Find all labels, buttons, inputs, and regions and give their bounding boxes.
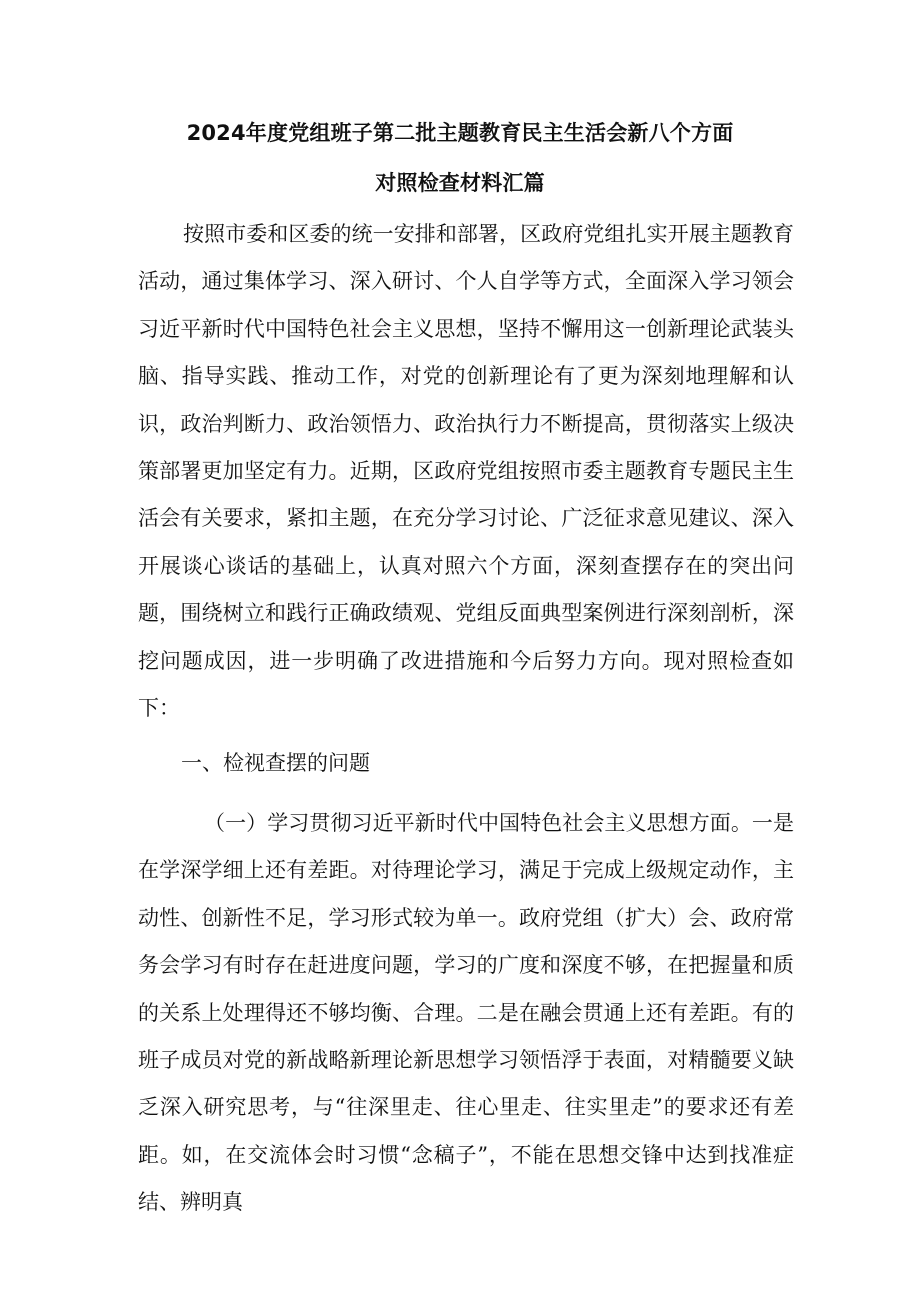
section-heading-1: 一、检视查摆的问题 — [181, 751, 370, 775]
document-title-line-1: 2024年度党组班子第二批主题教育民主生活会新八个方面 — [186, 121, 734, 145]
document-title-line-2: 对照检查材料汇篇 — [375, 171, 545, 195]
intro-paragraph: 按照市委和区委的统一安排和部署，区政府党组扎实开展主题教育活动，通过集体学习、深入研讨、个人自学等方式，全面深入学习领会习近平新时代中国特色社会主义思想，坚持不懈用这一创新理论武装头脑、指导实践、推动工作，对党的创新理论有了更为深刻地理解和认识，政治判断力、政治领悟力、政治执行力不断提高，贯彻落实上级决策部署更加坚定有力。近期，区政府党组按照市委主题教育专题民主生活会有关要求，紧扣主题，在充分学习讨论、广泛征求意见建议、深入开展谈心谈话的基础上，认真对照六个方面，深刻查摆存在的突出问题，围绕树立和践行正确政绩观、党组反面典型案例进行深刻剖析，深挖问题成因，进一步明确了改进措施和今后努力方向。现对照检查如下： — [138, 222, 794, 721]
section-1-paragraph: （一）学习贯彻习近平新时代中国特色社会主义思想方面。一是在学深学细上还有差距。对待理论学习，满足于完成上级规定动作，主动性、创新性不足，学习形式较为单一。政府党组（扩大）会、政府常务会学习有时存在赶进度问题，学习的广度和深度不够，在把握量和质的关系上处理得还不够均衡、合理。二是在融会贯通上还有差距。有的班子成员对党的新战略新理论新思想学习领悟浮于表面，对精髓要义缺乏深入研究思考，与“往深里走、往心里走、往实里走”的要求还有差距。如，在交流体会时习惯“念稿子”，不能在思想交锋中达到找准症结、辨明真 — [138, 811, 794, 1215]
